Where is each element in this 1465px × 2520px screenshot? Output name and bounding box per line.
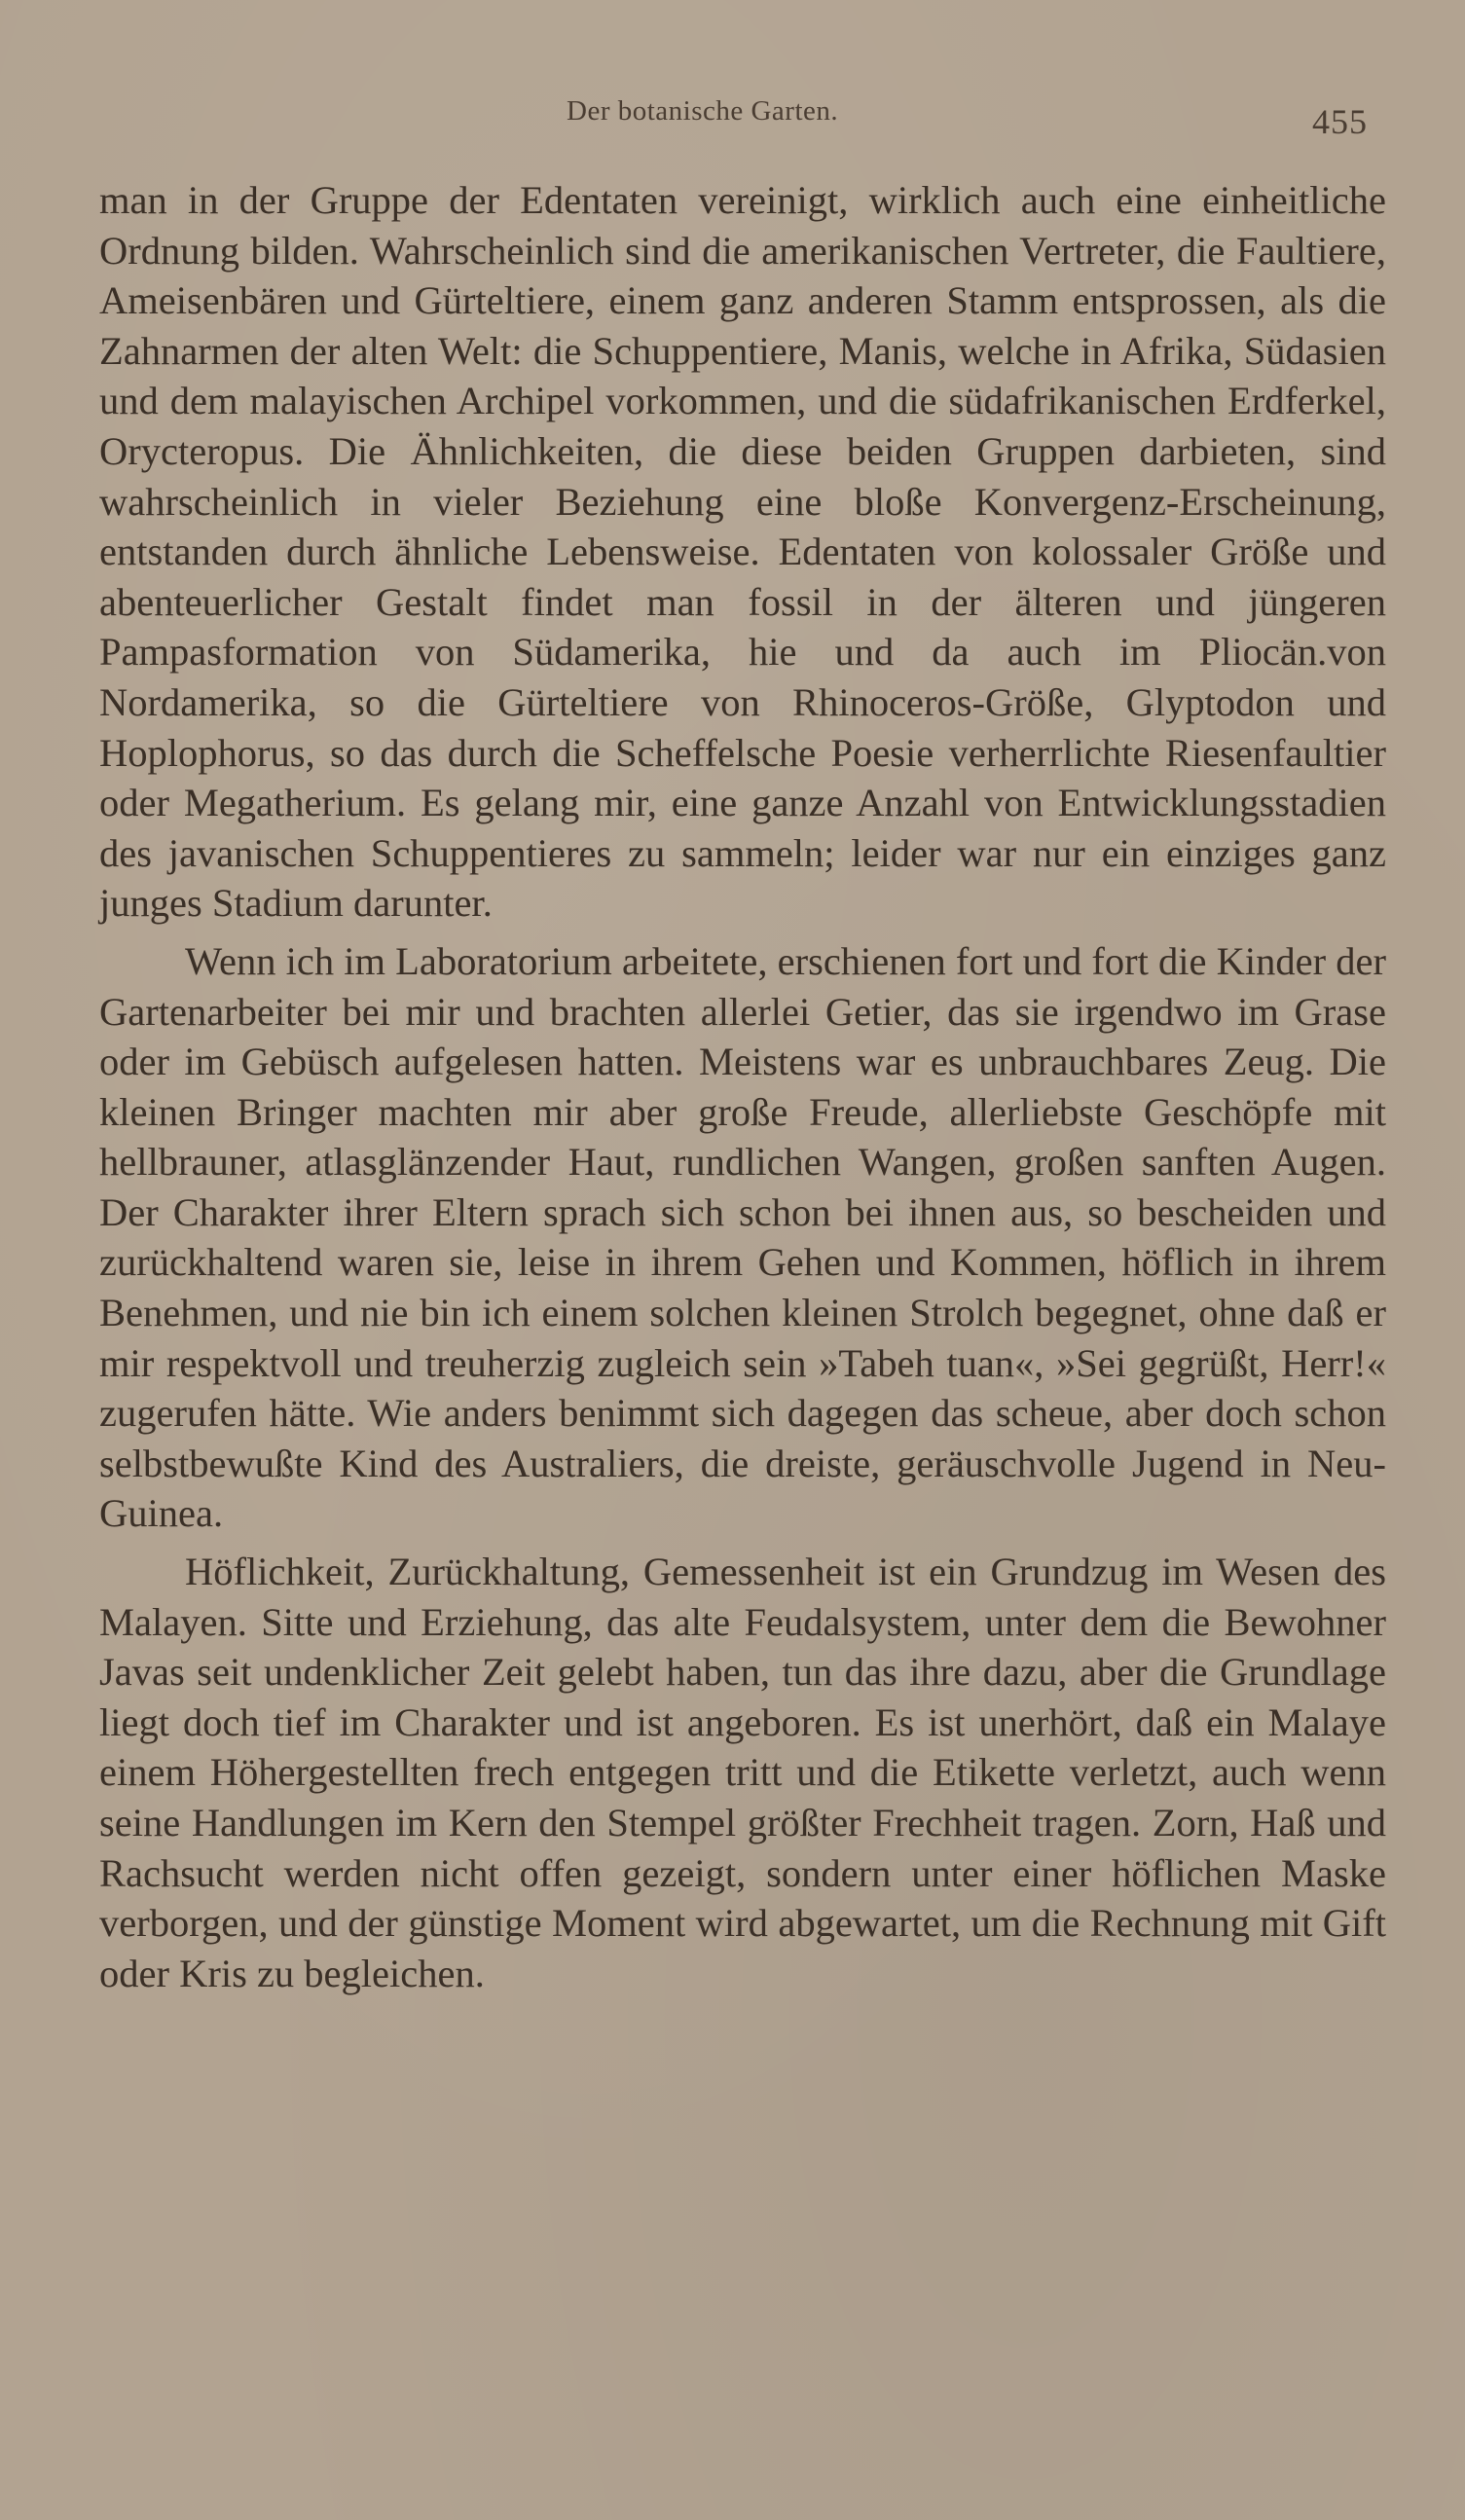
paragraph-1: man in der Gruppe der Edentaten vereinigt, wirklich auch eine einheitliche Ordnung bilden. Wahrscheinlich sind die amerikanischen Vertreter, die Faultiere, Ameisenbären und Gürteltiere, einem ganz anderen Stamm entsprossen, als die Zahnarmen der alten Welt: die Schuppentiere, Manis, welche in Afrika, Südasien und dem malayischen Archipel vorkommen, und die südafrikanischen Erdferkel, Orycteropus. Die Ähnlichkeiten, die diese beiden Gruppen darbieten, sind wahrscheinlich in vieler Beziehung eine bloße Konvergenz-Erscheinung, entstanden durch ähnliche Lebensweise. Edentaten von kolossaler Größe und abenteuerlicher Gestalt findet man fossil in der älteren und jüngeren Pampasformation von Südamerika, hie und da auch im Pliocän.von Nordamerika, so die Gürteltiere von Rhinoceros-Größe, Glyptodon und Hoplophorus, so das durch die Scheffelsche Poesie verherrlichte Riesenfaultier oder Megatherium. Es gelang mir, eine ganze Anzahl von Entwicklungsstadien des javanischen Schuppentieres zu sammeln; leider war nur ein einziges ganz junges Stadium darunter. — [99, 178, 1386, 926]
paragraph-3: Höflichkeit, Zurückhaltung, Gemessenheit ist ein Grundzug im Wesen des Malayen. Sitte und Erziehung, das alte Feudalsystem, unter dem die Bewohner Javas seit undenklicher Zeit gelebt haben, tun das ihre dazu, aber die Grundlage liegt doch tief im Charakter und ist angeboren. Es ist unerhört, daß ein Malaye einem Höhergestellten frech entgegen tritt und die Etikette verletzt, auch wenn seine Handlungen im Kern den Stempel größter Frechheit tragen. Zorn, Haß und Rachsucht werden nicht offen gezeigt, sondern unter einer höflichen Maske verborgen, und der günstige Moment wird abgewartet, um die Rechnung mit Gift oder Kris zu begleichen. — [99, 1550, 1386, 1995]
running-head: Der botanische Garten. — [567, 95, 839, 127]
paragraph-2: Wenn ich im Laboratorium arbeitete, erschienen fort und fort die Kinder der Gartenarbeiter bei mir und brachten allerlei Getier, das sie irgendwo im Grase oder im Gebüsch aufgelesen hatten. Meistens war es unbrauchbares Zeug. Die kleinen Bringer machten mir aber große Freude, allerliebste Geschöpfe mit hellbrauner, atlasglänzender Haut, rundlichen Wangen, großen sanften Augen. Der Charakter ihrer Eltern sprach sich schon bei ihnen aus, so bescheiden und zurückhaltend waren sie, leise in ihrem Gehen und Kommen, höflich in ihrem Benehmen, und nie bin ich einem solchen kleinen Strolch begegnet, ohne daß er mir respektvoll und treuherzig zugleich sein »Tabeh tuan«, »Sei gegrüßt, Herr!« zugerufen hätte. Wie anders benimmt sich dagegen das scheue, aber doch schon selbstbewußte Kind des Australiers, die dreiste, geräuschvolle Jugend in Neu-Guinea. — [99, 938, 1386, 1536]
page-number: 455 — [1312, 102, 1368, 141]
body-text — [99, 175, 1386, 1998]
